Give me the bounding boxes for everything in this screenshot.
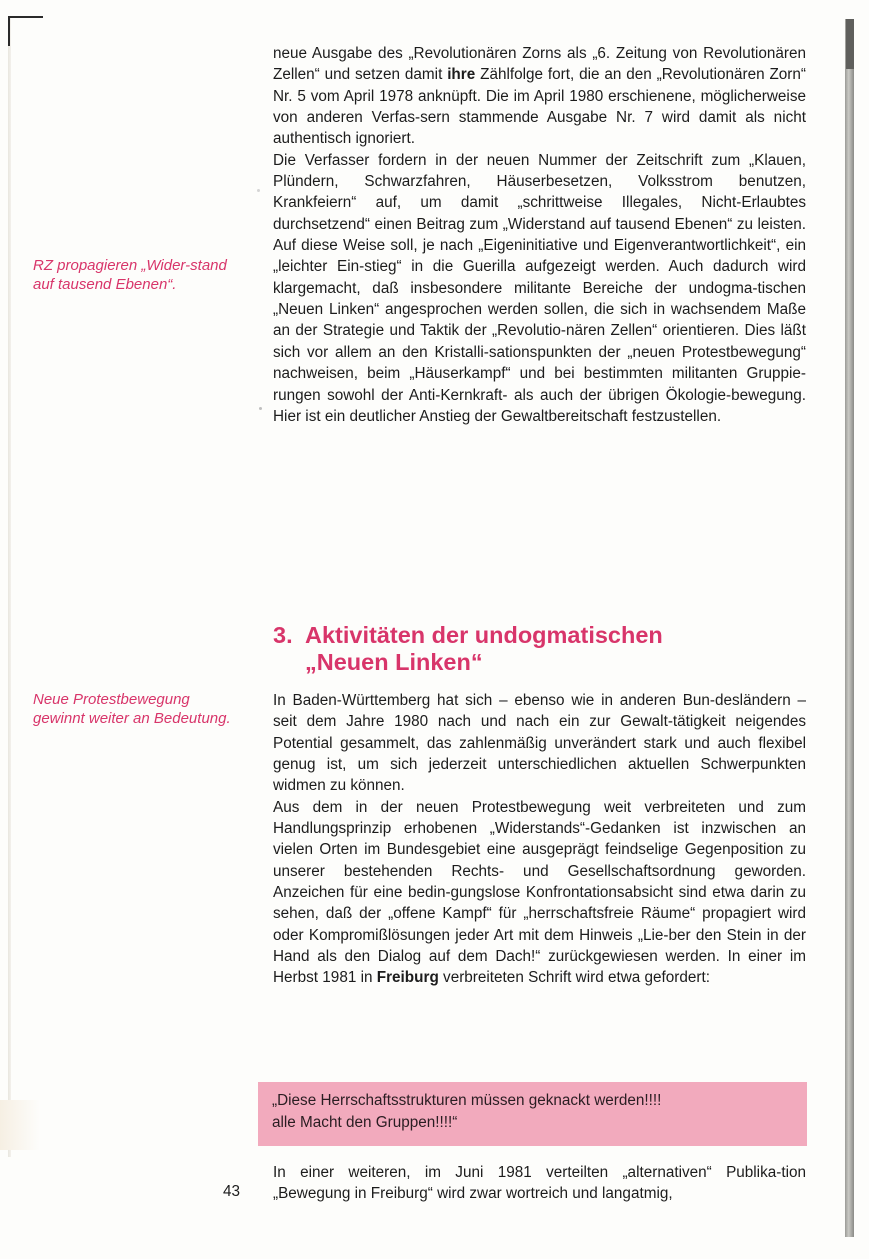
heading-line1: Aktivitäten der undogmatischen: [305, 622, 663, 648]
page-shadow: [0, 1100, 40, 1150]
paragraph: [273, 690, 806, 797]
paragraph-text: Aus dem in der neuen Protestbewegung weit verbreiteten und zum Handlungsprinzip erhobenen „Widerstands“-Gedanken ist inzwischen an vielen Orten im Bundesgebiet eine ausgeprägt feindselige Gegenposition zu unserer bestehenden Rechts- und Gesellschaftsordnung geworden. Anzeichen für eine bedin-gungslose Konfrontationsabsicht sind etwa darin zu sehen, daß der „offene Kampf“ für „herrschaftsfreie Räume“ propagiert wird oder Kompromißlösungen jeder Art mit dem Hinweis „Lie-ber den Stein in der Hand als den Dialog auf dem Dach!“ zurückgewiesen werden. In einer im Herbst 1981 in: [273, 798, 806, 987]
scan-speck: [259, 407, 262, 410]
emphasis-ihre: ihre: [447, 66, 476, 84]
paragraph: [273, 797, 806, 989]
margin-note-text: Neue Protestbewegung gewinnt weiter an Bedeutung.: [33, 691, 231, 727]
paragraph: [273, 43, 806, 150]
scan-speck: [257, 189, 260, 192]
quote-text: [272, 1090, 802, 1133]
page-left-edge: [8, 17, 11, 1157]
paragraph-text: Zählfolge fort, die an den „Revolutionären Zorn“ Nr. 5 vom April 1978 anknüpft. Die im April 1980 erschienene, möglicherweise von anderen Verfas-sern stammende Ausgabe Nr. 7 wird damit als nicht authentisch ignoriert.: [273, 66, 807, 148]
margin-note-text: RZ propagieren „Wider-stand auf tausend Ebenen“.: [33, 257, 227, 293]
closing-paragraph: [273, 1162, 806, 1205]
page-corner-mark-vertical: [8, 16, 10, 46]
page-corner-mark: [8, 16, 43, 18]
book-spine-edge: [845, 19, 854, 1237]
margin-note-protest: [33, 690, 243, 728]
heading-line2: „Neuen Linken“: [305, 649, 483, 675]
section2-body: [273, 690, 806, 989]
paragraph-text: verbreiteten Schrift wird etwa gefordert:: [438, 969, 711, 987]
section-heading: [273, 622, 806, 676]
heading-number: 3.: [273, 622, 293, 648]
paragraph-text: In einer weiteren, im Juni 1981 verteilten „alternativen“ Publika-tion „Bewegung in Freiburg“ wird zwar wortreich und langatmig,: [273, 1164, 806, 1203]
quote-line1: „Diese Herrschaftsstrukturen müssen geknackt werden!!!!: [272, 1092, 662, 1109]
paragraph-text: neue Ausgabe des „Revolutionären Zorns als „6. Zeitung von Revolutionären Zellen“ und setzen damit: [273, 45, 806, 84]
book-spine-top: [846, 19, 854, 69]
page-number: 43: [223, 1183, 241, 1200]
paragraph-text: In Baden-Württemberg hat sich – ebenso wie in anderen Bun-desländern – seit dem Jahre 1980 nach und nach ein zur Gewalt-tätigkeit neigendes Potential gesammelt, das zahlenmäßig unverändert stark und auch flexibel genug ist, um sich jederzeit unterschiedlichen aktuellen Schwerpunkten widmen zu können.: [273, 692, 806, 795]
section1-body: [273, 43, 806, 427]
margin-note-rz: [33, 256, 243, 294]
paragraph-text: Die Verfasser fordern in der neuen Nummer der Zeitschrift zum „Klauen, Plündern, Schwarzfahren, Häuserbesetzen, Volksstrom benutzen, Krankfeiern“ auf, um damit „schrittweise Illegales, Nicht-Erlaubtes durchsetzend“ einen Beitrag zum „Widerstand auf tausend Ebenen“ zu leisten. Auf diese Weise soll, je nach „Eigeninitiative und Eigenverantwortlichkeit“, ein „leichter Ein-stieg“ in die Guerilla aufgezeigt werden. Auch dadurch wird klargemacht, daß insbesondere militante Bereiche der undogma-tischen „Neuen Linken“ angesprochen werden sollen, die sich in wachsendem Maße an der Strategie und Taktik der „Revolutio-nären Zellen“ orientieren. Dies läßt sich vor allem an den Kristalli-sationspunkten der „neuen Protestbewegung“ nachweisen, beim „Häuserkampf“ und bei bestimmten militanten Gruppie-rungen sowohl der Anti-Kernkraft- als auch der übrigen Ökologie-bewegung. Hier ist ein deutlicher Anstieg der Gewaltbereitschaft festzustellen.: [273, 151, 806, 425]
emphasis-freiburg: Freiburg: [376, 969, 439, 987]
paragraph: [273, 150, 806, 427]
quote-line2: alle Macht den Gruppen!!!!“: [272, 1113, 458, 1131]
